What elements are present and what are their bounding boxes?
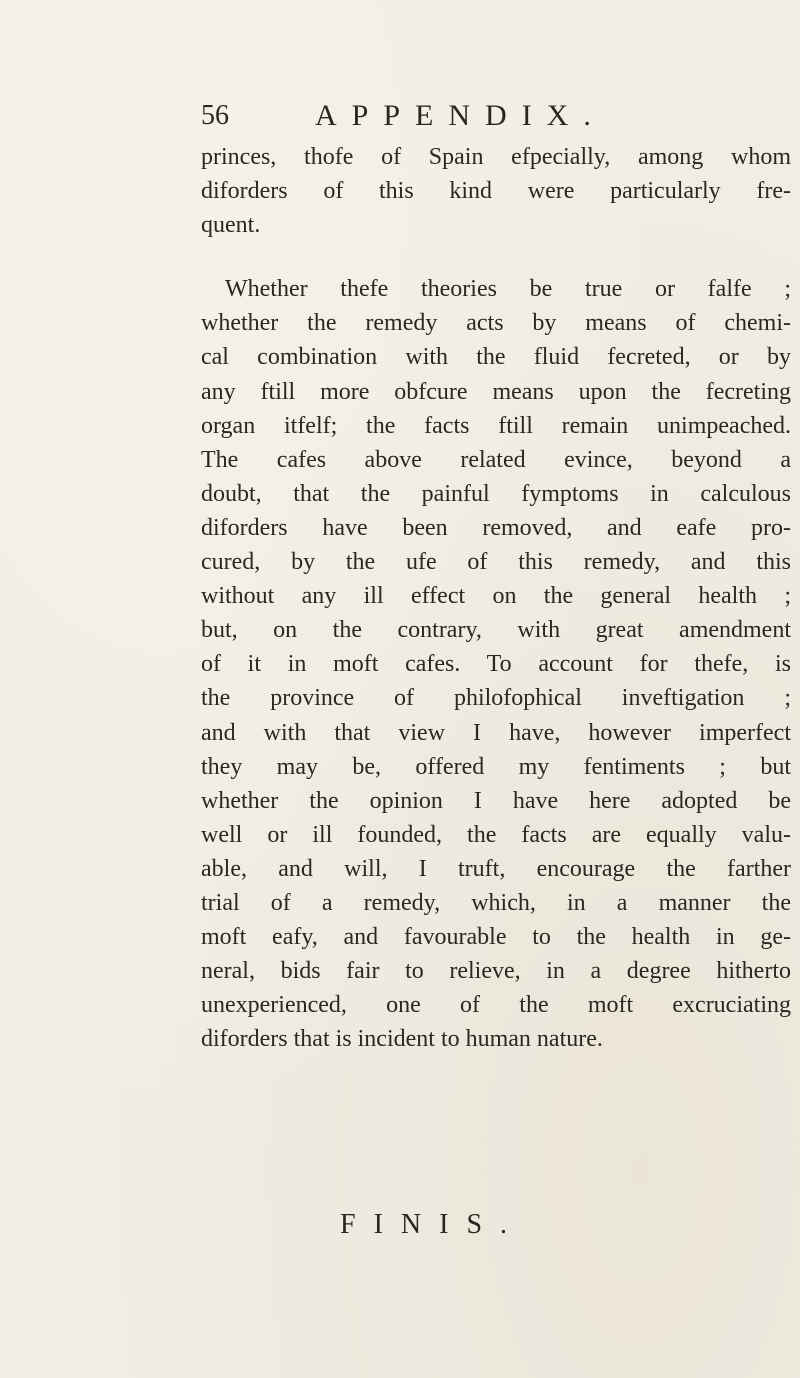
text-line: neral, bids fair to relieve, in a degree hitherto [201,958,791,985]
paragraph-2 [201,272,791,1056]
text-line: without any ill effect on the general health ; [201,583,791,610]
text-line: the province of philofophical inveftigation ; [201,685,791,712]
text-line: diforders that is incident to human nature. [201,1026,603,1053]
body-text [201,140,791,1056]
text-line: organ itfelf; the facts ftill remain unimpeached. [201,412,791,439]
text-line: of it in moft cafes. To account for thefe, is [201,651,791,678]
text-line: princes, thofe of Spain efpecially, among whom [201,144,791,170]
text-line: they may be, offered my fentiments ; but [201,753,791,780]
paragraph-gap [201,242,791,272]
text-line: The cafes above related evince, beyond a [201,446,791,473]
text-line: any ftill more obfcure means upon the fecreting [201,378,791,405]
text-line: doubt, that the painful fymptoms in calculous [201,480,791,507]
text-line: cal combination with the fluid fecreted, or by [201,344,791,371]
text-line: well or ill founded, the facts are equally valu- [201,821,791,848]
running-head: APPENDIX. [315,99,606,132]
text-line: diforders of this kind were particularly fre- [201,178,791,205]
text-line: and with that view I have, however imperfect [201,719,791,746]
text-line: able, and will, I truft, encourage the farther [201,855,791,882]
page-number: 56 [201,100,229,131]
paragraph-1 [201,140,791,242]
text-line: unexperienced, one of the moft excruciating [201,992,791,1019]
text-line: trial of a remedy, which, in a manner the [201,889,791,916]
text-line: moft eafy, and favourable to the health in ge- [201,924,791,951]
page-header [201,96,641,136]
text-line: diforders have been removed, and eafe pro- [201,514,791,541]
text-line: but, on the contrary, with great amendment [201,617,791,644]
text-line: whether the remedy acts by means of chemi- [201,310,791,337]
text-line: whether the opinion I have here adopted be [201,787,791,814]
text-line: cured, by the ufe of this remedy, and this [201,549,791,576]
text-line: Whether thefe theories be true or falfe ; [225,276,791,303]
text-line: quent. [201,212,261,239]
finis-closing: FINIS. [340,1209,526,1240]
